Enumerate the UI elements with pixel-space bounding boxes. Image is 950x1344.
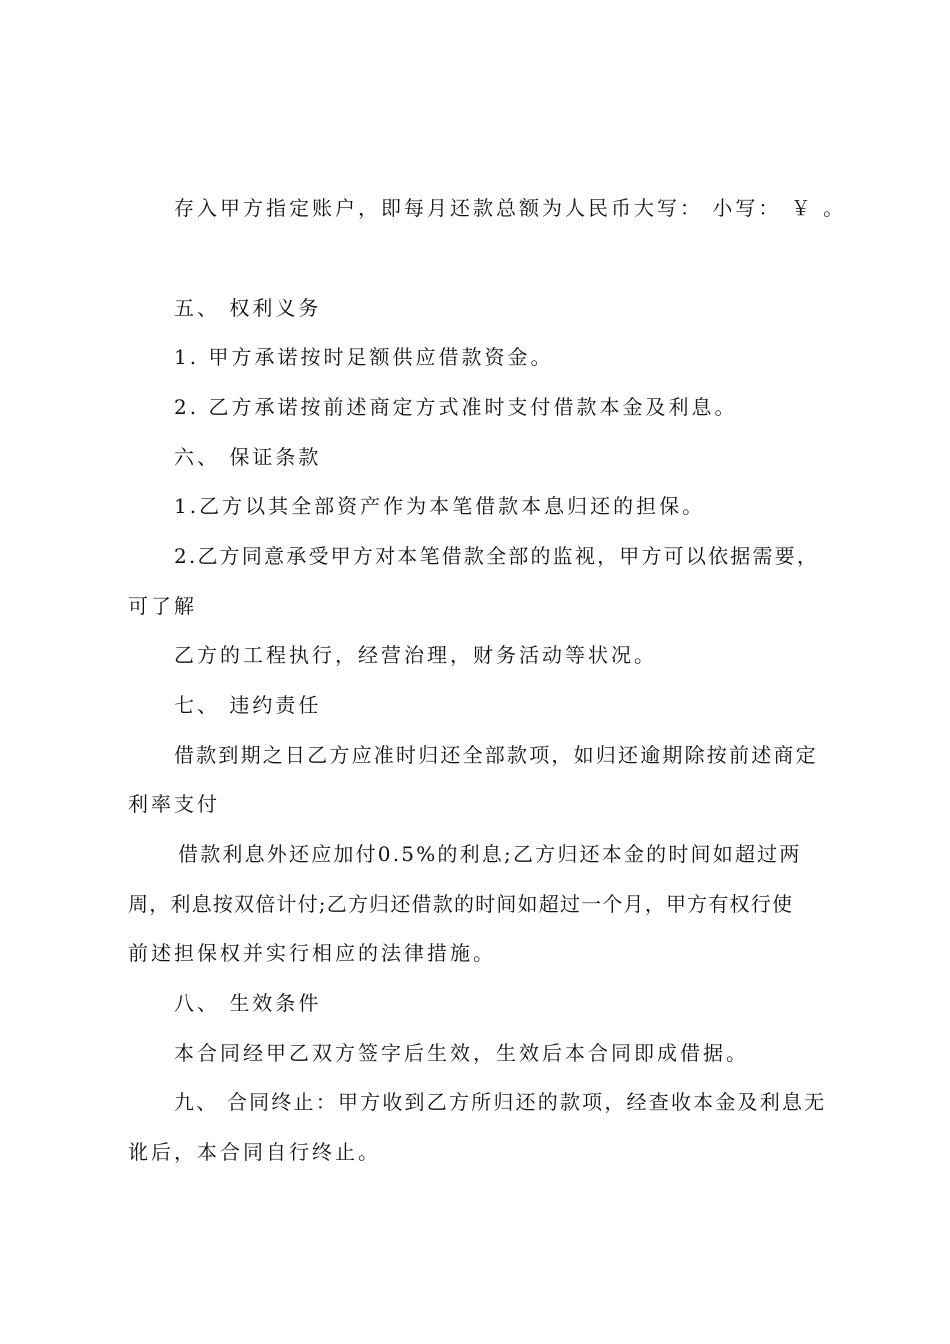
section-heading-rights: 五、 权利义务 [174,296,322,320]
list-item: 1. 甲方承诺按时足额供应借款资金。 [174,345,554,369]
list-item: 2.乙方同意承受甲方对本笔借款全部的监视，甲方可以依据需要， [174,544,820,568]
section-heading-effect: 八、 生效条件 [174,991,322,1015]
text-line: 前述担保权并实行相应的法律措施。 [128,941,496,965]
section-heading-termination: 九、 合同终止：甲方收到乙方所归还的款项，经查收本金及利息无 [174,1090,827,1114]
text-line: 讹后，本合同自行终止。 [128,1140,381,1164]
list-item: 1.乙方以其全部资产作为本笔借款本息归还的担保。 [174,494,706,518]
section-heading-guarantee: 六、 保证条款 [174,445,322,469]
text-line: 可了解 [128,594,197,618]
text-line: 借款到期之日乙方应准时归还全部款项，如归还逾期除按前述商定 [174,743,818,767]
list-item: 2. 乙方承诺按前述商定方式准时支付借款本金及利息。 [174,395,738,419]
text-line: 乙方的工程执行，经营治理，财务活动等状况。 [174,643,657,667]
text-line: 借款利息外还应加付0.5%的利息;乙方归还本金的时间如超过两 [178,842,802,866]
text-line: 周，利息按双倍计付;乙方归还借款的时间如超过一个月，甲方有权行使 [128,892,794,916]
text-line: 本合同经甲乙双方签字后生效，生效后本合同即成借据。 [174,1041,749,1065]
section-heading-breach: 七、 违约责任 [174,693,322,717]
text-line: 利率支付 [128,792,220,816]
text-line-repayment: 存入甲方指定账户，即每月还款总额为人民币大写： 小写： ￥ 。 [174,196,847,220]
